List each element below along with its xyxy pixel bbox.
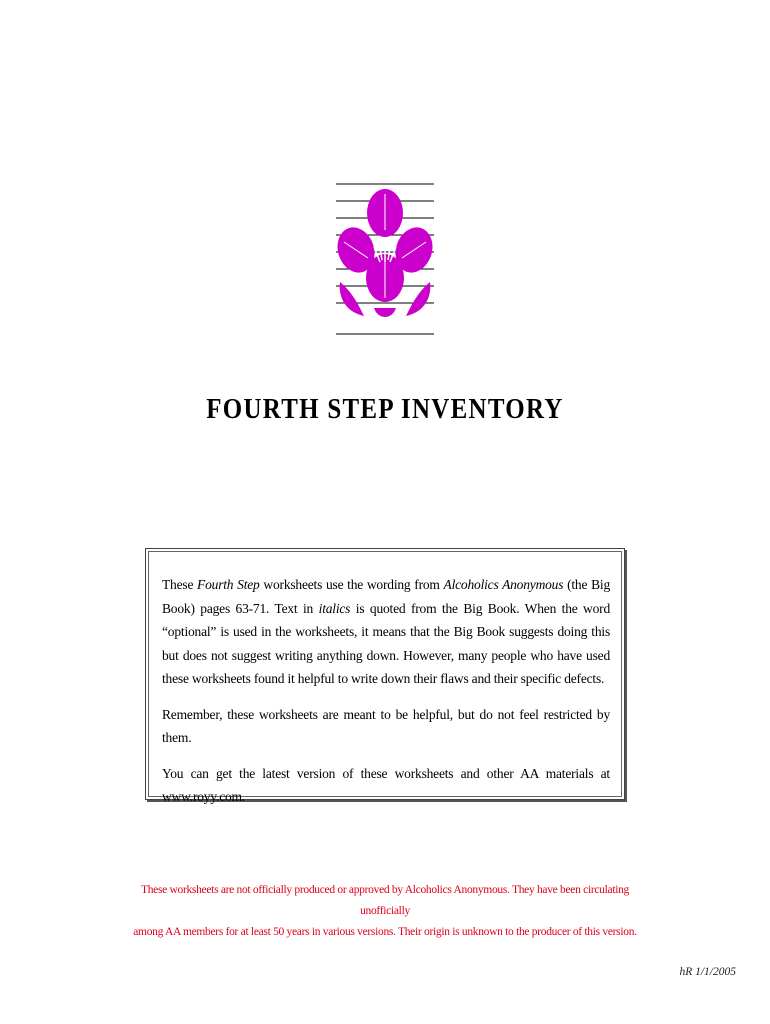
intro-italic-italics: italics [318, 600, 351, 616]
intro-text-run: is quoted from the Big Book. When the word “optional” is used in the worksheets, it means that the Big Book suggests doing this but does not suggest writing anything down. However, many people who have used these worksheets found it helpful to write down their flaws and their specific defects. [162, 600, 611, 686]
footer-date: hR 1/1/2005 [679, 966, 736, 978]
intro-text-run: worksheets use the wording from [259, 577, 444, 592]
intro-italic-fourth-step: Fourth Step [197, 577, 260, 592]
intro-paragraph-2: Remember, these worksheets are meant to be helpful, but do not feel restricted by them. [162, 706, 610, 745]
disclaimer-line-1: These worksheets are not officially produced or approved by Alcoholics Anonymous. They have been circulating unofficially [140, 884, 630, 917]
intro-italic-alcoholics-anonymous: Alcoholics Anonymous [443, 577, 564, 592]
intro-paragraph-1 [162, 573, 610, 691]
page-title: FOURTH STEP INVENTORY [206, 393, 564, 425]
intro-text-run: (the Big Book) pages 63-71. Text in [162, 577, 610, 616]
intro-paragraph-3: You can get the latest version of these worksheets and other AA materials at www.royy.com. [162, 765, 610, 804]
intro-text [162, 573, 610, 821]
intro-text-run: These [162, 577, 198, 592]
disclaimer-line-2: among AA members for at least 50 years in various versions. Their origin is unknown to the producer of this version. [133, 926, 637, 938]
disclaimer [120, 880, 650, 943]
intro-box [145, 548, 625, 804]
flower-logo-icon [334, 180, 436, 340]
